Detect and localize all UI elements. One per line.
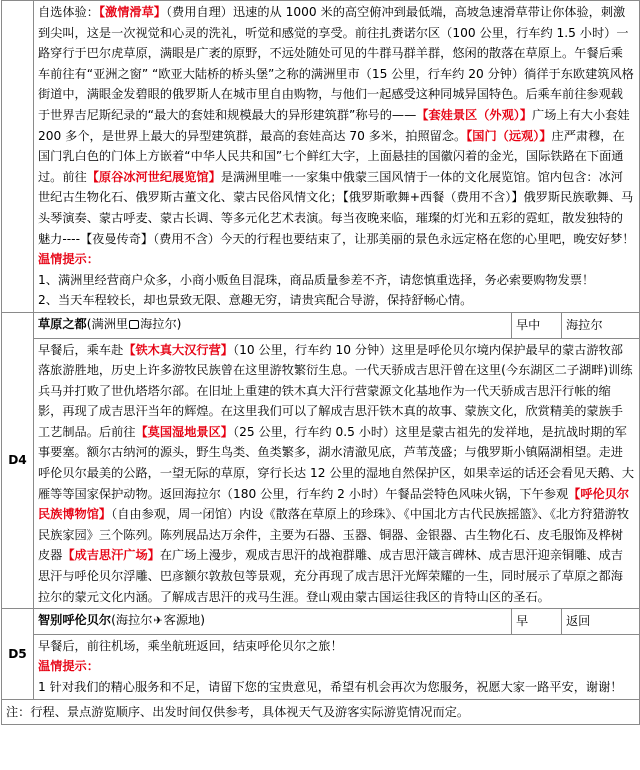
day3-text-4: 庄严肃穆，在国门乳白色的门体上方嵌着“中华人民共和国”七个鲜红大字，上面悬挂的国徽闪着的金光，国际铁路在下面通过。前往 xyxy=(38,128,625,184)
day5-tip-title: 温情提示： xyxy=(38,659,99,674)
day5-route-end: 客源地) xyxy=(163,613,205,628)
day5-title-cell xyxy=(34,609,512,635)
bus-icon xyxy=(129,320,139,329)
day5-label: D5 xyxy=(2,609,34,699)
genghis-square-highlight: 【成吉思汗广场】 xyxy=(62,548,160,563)
day5-title: 智别呼伦贝尔 xyxy=(38,613,112,628)
itinerary-note: 注：行程、景点游览顺序、出发时间仅供参考，具体视天气及游客实际游览情况而定。 xyxy=(2,699,640,725)
day3-text-2: （费用自理）迅速的从 1000 米的高空俯冲到最低端，高坡急速滑草带让你体验，刺激到尖叫，这是一次视觉和心灵的洗礼，听觉和感觉的享受。前往扎赉诺尔区（100 公里，行车约 1.5 小时）一路穿行于巴尔虎草原，满眼是广袤的原野，不远处随处可见的牛群马群羊群，悠闲的散落在草原上。午餐后乘车前往有“亚洲之窗” “欧亚大陆桥的桥头堡”之称的满洲里市（15 公里，行车约 20 分钟）徜徉于东欧建筑风格街道中，满眼金发碧眼的俄罗斯人在城市里自由购物，与他们一起感受这种同城异国特色。后乘车前往参观载于世界吉尼斯纪录的“最大的套娃和规模最大的异形建筑群”称号的—— xyxy=(38,5,634,122)
day3-detail-row xyxy=(2,1,640,313)
day4-title: 草原之都 xyxy=(38,316,87,331)
day5-detail-row xyxy=(2,634,640,699)
day3-tip-title: 温情提示： xyxy=(38,252,99,267)
day4-route-start: (满洲里 xyxy=(86,316,129,331)
wetland-scenic-highlight: 【莫国湿地景区】 xyxy=(135,424,233,439)
day4-text-1: 早餐后，乘车赴 xyxy=(38,342,124,357)
day3-description xyxy=(34,1,640,313)
plane-icon: ✈ xyxy=(153,614,163,628)
day5-text-1: 早餐后，前往机场，乘坐航班返回，结束呼伦贝尔之旅！ xyxy=(38,638,343,653)
day4-hotel: 海拉尔 xyxy=(562,312,640,338)
day5-route-start: (海拉尔 xyxy=(111,613,153,628)
day3-tip-1: 1、满洲里经营商户众多，小商小贩鱼目混珠，商品质量参差不齐，请您慎重选择，务必索要购物发票！ xyxy=(38,272,595,287)
itinerary-table xyxy=(1,0,640,725)
day4-route-end: 海拉尔) xyxy=(140,316,182,331)
ethnic-museum-highlight: 【呼伦贝尔民族博物馆】 xyxy=(38,486,630,522)
day4-text-3: （25 公里，行车约 0.5 小时）这里是蒙古祖先的发祥地，是抗战时期的军事要塞。额尔古纳河的源头，野生鸟类、鱼类繁多，湖水清澈见底，芦苇茂盛；与俄罗斯小镇隔湖相望。走进呼伦贝尔最美的公路，一望无际的草原，穿行长达 12 公里的湿地自然保护区，如果幸运的话还会看见天鹅、大雁等等国家保护动物。返回海拉尔（180 公里，行车约 2 小时）午餐品尝特色风味火锅，下午参观 xyxy=(38,424,635,501)
day4-label: D4 xyxy=(2,312,34,608)
day3-text-5: 是满洲里唯一一家集中俄蒙三国风情于一体的文化展览馆。馆内包含：冰河世纪古生物化石、俄罗斯古董文化、蒙古民俗风情文化；【俄罗斯歌舞+西餐（费用不含）】俄罗斯民族歌舞、马头琴演奏、蒙古呼麦、蒙古长调、等多元化艺术表演。每当夜晚来临，璀璨的灯光和五彩的霓虹，散发独特的魅力----【夜曼传奇】（费用不含）今天的行程也要结束了，让那美丽的景色永远定格在您的心里吧，晚安好梦！ xyxy=(38,169,635,246)
day5-description xyxy=(34,634,640,699)
day3-tip-2: 2、当天车程较长，却也景致无限、意趣无穷，请贵宾配合导游，保持舒畅心情。 xyxy=(38,293,473,308)
national-gate-highlight: 【国门（远观）】 xyxy=(466,128,552,143)
day4-text-5: 在广场上漫步，观成吉思汗的战袍群雕、成吉思汗箴言碑林、成吉思汗迎亲铜雕、成吉思汗与呼伦贝尔浮雕、巴彦额尔敦敖包等景观，充分再现了成吉思汗光辉荣耀的一生，同时展示了草原之都海拉尔的蒙元文化内涵。了解成吉思汗的戎马生涯。登山观由蒙古国运往我区的肯特山区的圣石。 xyxy=(38,548,623,604)
note-row xyxy=(2,699,640,725)
day4-meal: 早中 xyxy=(512,312,562,338)
day4-title-cell xyxy=(34,312,512,338)
tiemuzhen-camp-highlight: 【铁木真大汉行营】 xyxy=(123,342,233,357)
day5-tip-1: 1 针对我们的精心服务和不足，请留下您的宝贵意见，希望有机会再次为您服务，祝愿大家一路平安，谢谢！ xyxy=(38,680,623,694)
day3-label-cell xyxy=(2,1,34,313)
matryoshka-scenic-highlight: 【套娃景区（外观）】 xyxy=(416,107,533,122)
day5-hotel: 返回 xyxy=(562,609,640,635)
day4-detail-row xyxy=(2,338,640,609)
day4-description xyxy=(34,338,640,609)
day3-text-3: 广场上有大小套娃 200 多个，是世界上最大的异型建筑群，最高的套娃高达 70 多米，拍照留念。 xyxy=(38,107,630,143)
day5-meal: 早 xyxy=(512,609,562,635)
ice-age-museum-highlight: 【原谷冰河世纪展览馆】 xyxy=(86,169,221,184)
day4-header-row xyxy=(2,312,640,338)
day3-text-1: 自选体验： xyxy=(38,5,99,19)
day4-text-2: （10 公里，行车约 10 分钟）这里是呼伦贝尔境内保护最早的蒙古游牧部落旅游胜地，历史上许多游牧民族曾在这里游牧繁衍生息。一代天骄成吉思汗曾在这里(今东湖区二子湖畔)训练兵马并打败了世仇塔塔尔部。在旧址上重建的铁木真大汗行营蒙源文化基地作为一代天骄成吉思汗行帐的缩影，再现了成吉思汗当年的辉煌。在这里我们可以了解成吉思汗铁木真的故事、蒙族文化，欣赏精美的蒙族手工艺制品。后前往 xyxy=(38,342,633,439)
grass-sliding-highlight: 【激情滑草】 xyxy=(98,5,166,19)
day5-header-row xyxy=(2,609,640,635)
day4-text-4: （自由参观，周一闭馆）内设《散落在草原上的珍珠》、《中国北方古代民族摇篮》、《北方狩猎游牧民族家园》三个陈列。陈列展品达万余件，主要为石器、玉器、铜器、金银器、古生物化石、皮毛服饰及桦树皮器 xyxy=(38,507,630,563)
